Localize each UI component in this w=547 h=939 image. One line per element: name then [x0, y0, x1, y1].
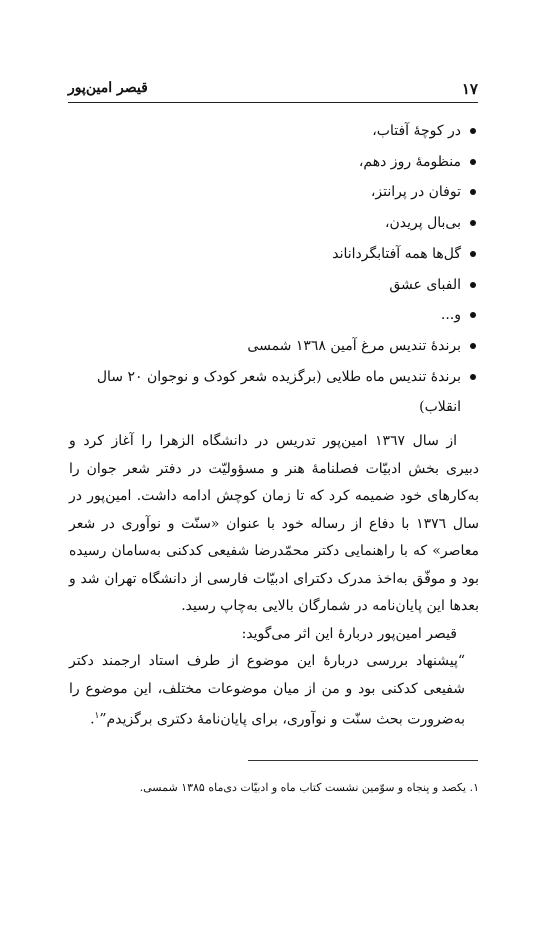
paragraph: از سال ۱۳٦۷ امین‌پور تدریس در دانشگاه الزهرا را آغاز کرد و دبیری بخش ادبیّات فصلنامهٔ هنر و مسؤولیّت در دفتر شعر جوان را به‌کارهای خود ضمیمه کرد که تا زمان کوچش ادامه داشت. امین‌پور در سال ۱۳٧٦ با دفاع از رساله خود با عنوان «سنّت و نوآوری در شعر معاصر» که با راهنمایی دکتر محمّدرضا شفیعی کدکنی به‌سامان رسیده بود و موفّق به‌اخذ مدرک دکترای ادبیّات فارسی از دانشگاه تهران شد و بعدها این پایان‌نامه در شمارگان بالایی به‌چاپ رسید.: [69, 433, 479, 614]
footnote: ۱. یکصد و پنجاه و سوّمین نشست کتاب ماه و ادبیّات دی‌ماه ۱۳۸۵ شمسی.: [139, 781, 479, 794]
running-title: قیصر امین‌پور: [68, 80, 148, 96]
list-item: منظومهٔ روز دهم،: [69, 147, 479, 178]
paragraph: قیصر امین‌پور دربارهٔ این اثر می‌گوید:: [241, 625, 457, 642]
quotation: “پیشنهاد بررسی دربارهٔ این موضوع از طرف استاد ارجمند دکتر شفیعی کدکنی بود و من از میان موضوعات مختلف، این موضوع را به‌ضرورت بحث سنّت و نوآوری، برای پایان‌نامهٔ دکتری برگزیدم”$^۱$.: [69, 653, 465, 728]
works-list: [69, 116, 479, 423]
list-item: الفبای عشق: [69, 270, 479, 301]
list-item: برندهٔ تندیس ماه طلایی (برگزیده شعر کودک و نوجوان ۲۰ سال انقلاب): [69, 362, 479, 423]
page-header: [68, 80, 478, 103]
list-item: برندهٔ تندیس مرغ آمین ۱۳٦۸ شمسی: [69, 331, 479, 362]
list-item: در کوچهٔ آفتاب،: [69, 116, 479, 147]
list-item: بی‌بال پریدن،: [69, 208, 479, 239]
list-item: و...: [69, 300, 479, 331]
footnote-marker[interactable]: ۱: [94, 711, 100, 721]
body-text: [69, 428, 479, 734]
page-number: ۱۷: [461, 80, 478, 98]
footnote-divider: [248, 760, 478, 761]
list-item: گل‌ها همه آفتابگرداناند: [69, 239, 479, 270]
list-item: توفان در پرانتز،: [69, 177, 479, 208]
quotation-text: “پیشنهاد بررسی دربارهٔ این موضوع از طرف استاد ارجمند دکتر شفیعی کدکنی بود و من از میان موضوعات مختلف، این موضوع را به‌ضرورت بحث سنّت و نوآوری، برای پایان‌نامهٔ دکتری برگزیدم”: [69, 653, 465, 728]
